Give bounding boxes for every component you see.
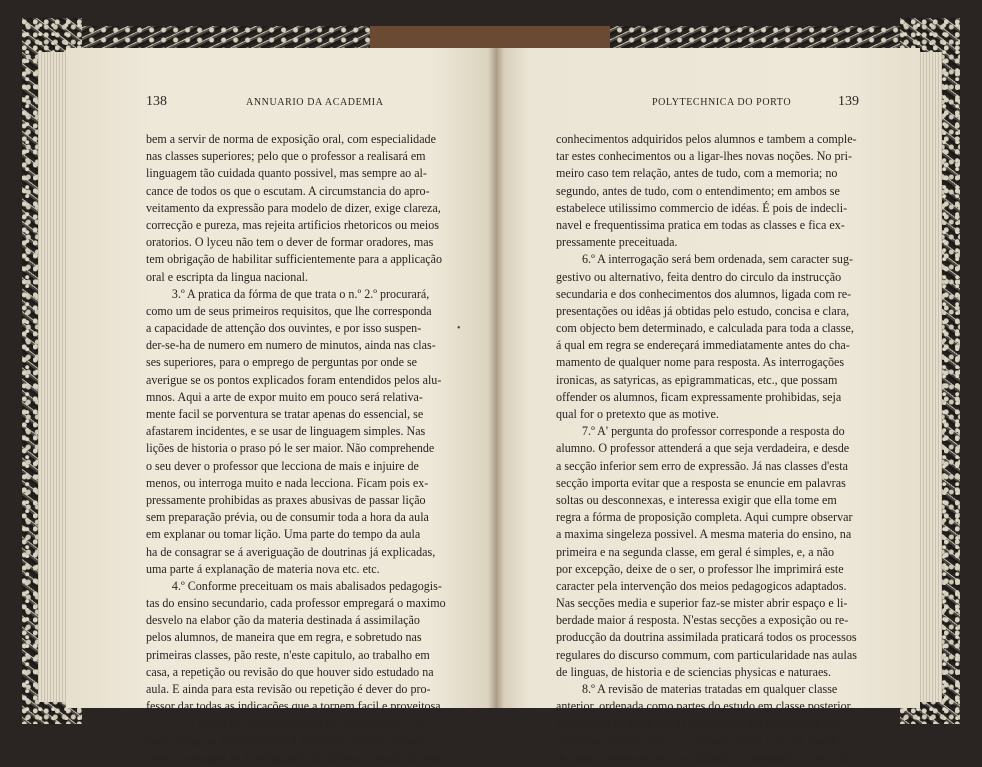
text-line: secção importa evitar que a resposta se enuncie em palavras <box>556 475 846 490</box>
text-line: ha de consagrar se á averiguação de doutrinas já explicadas, <box>146 544 436 559</box>
text-line: tas do ensino secundario, cada professor empregará o maximo <box>146 596 446 611</box>
right-page-body <box>556 131 857 767</box>
text-line: pressamente prohibidas as praxes abusivas de passar lição <box>146 492 426 507</box>
text-line: conhecimentos adquiridos pelos alumnos e tambem a comple- <box>556 132 857 146</box>
text-line: primeira e na segunda classe, em geral é simples, e, a não <box>556 544 835 559</box>
text-line: tar estes conhecimentos ou a ligar-lhes novas noções. No pri- <box>556 149 852 164</box>
text-line: nas classes superiores; pelo que o professor a realisará em <box>146 149 426 164</box>
text-line: de linguas, de historia e de sciencias physicas e naturaes. <box>556 664 832 679</box>
text-line: oral e escripta da lingua nacional. <box>146 269 309 284</box>
text-line: aula. E ainda para esta revisão ou repetição é dever do pro- <box>146 682 431 696</box>
text-line: 8.º A revisão de materias tratadas em qualquer classe <box>582 682 838 696</box>
text-line: ses superiores, para o emprego de perguntas por onde se <box>146 355 417 370</box>
right-page-number: 139 <box>838 94 859 109</box>
text-line: posta dirige-se de preferencia á actividade mental reprodu- <box>146 733 430 748</box>
text-line: pressamente preceituada. <box>556 235 678 250</box>
text-line: navel e frequentissima pratica em todas as classes e fica ex- <box>556 217 845 232</box>
text-line: soltas ou desconnexas, e interessa exigir que ella tome em <box>556 492 837 507</box>
text-line: linguagem tão cuidada quanto possivel, mas sempre ao al- <box>146 166 427 181</box>
text-line: ironicas, as satyricas, as epigrammaticas, etc., que possam <box>556 372 838 387</box>
text-line: pelos alumnos, de maneira que em regra, e sobretudo nas <box>146 630 422 645</box>
text-line: o seu dever o professor que lecciona de mais e injuire de <box>146 458 419 473</box>
text-line: correcção e pureza, mas rejeita artificios rhetoricos ou meios <box>146 217 439 232</box>
text-line: secundaria e dos conhecimentos dos alumnos, ligada com re- <box>556 286 852 301</box>
text-line: mente facil se porventura se tratar apenas do essencial, se <box>146 407 424 421</box>
text-line: regulares do discurso commum, com particularidade nas aulas <box>556 647 857 662</box>
text-line: aproveitará os laços que as inscripções dos respectivos pro- <box>556 716 844 731</box>
text-line: grammas tenham entre si, e sempre evitará que esta fórma <box>556 733 837 748</box>
text-line: primeiras classes, pão reste, n'este capitulo, ao trabalho em <box>146 647 430 662</box>
text-line: bem a servir de norma de exposição oral, com especialidade <box>146 132 436 146</box>
right-running-header: POLYTECHNICA DO PORTO <box>652 97 792 108</box>
book-gutter <box>488 48 504 708</box>
text-line: oratorios. O lyceu não tem o dever de formar oradores, mas <box>146 235 434 250</box>
text-line: a maxima singeleza possivel. A mesma materia do ensino, na <box>556 527 852 542</box>
text-line: afastarem incidentes, e se usar de linguagem simples. Nas <box>146 424 426 439</box>
text-line: berdade maior á resposta. N'estas secções a exposição ou re- <box>556 613 849 628</box>
left-page-number: 138 <box>146 94 167 109</box>
text-line: uma parte á explanação de materia nova etc. etc. <box>146 561 380 576</box>
text-line: mnos. Aqui a arte de expor muito em pouco será relativa- <box>146 389 423 404</box>
text-line: como um de seus primeiros requisitos, que lhe corresponda <box>146 303 432 318</box>
text-line: em explanar ou tomar lição. Uma parte do tempo da aula <box>146 527 421 542</box>
book-spine <box>370 26 610 50</box>
text-line: a secção inferior sem erro de expressão. Já nas classes d'esta <box>556 458 848 473</box>
text-line: veitamento da expressão para modelo de dizer, exige clareza, <box>146 200 441 215</box>
text-line: presentações ou idêas já obtidas pelo estudo, concisa e clara, <box>556 303 850 318</box>
text-line: averigue se os pontos explicados foram entendidos pelos alu- <box>146 372 442 387</box>
text-line: a capacidade de attenção dos ouvintes, e por isso suspen- <box>146 321 422 336</box>
text-line: ctiva, e consagra se á averiguação da firmeza e exactidão dos <box>146 750 441 765</box>
text-line: sem preparação prévia, ou de consumir toda a hora da aula <box>146 510 429 525</box>
text-line: gestivo ou alternativo, feita dentro do circulo da instrucção <box>556 269 842 284</box>
text-line: com objecto bem determinado, e calculada para toda a classe, <box>556 321 854 336</box>
text-line: Nas secções media e superior faz-se mister abrir espaço e li- <box>556 596 848 611</box>
left-running-header: ANNUARIO DA ACADEMIA <box>246 97 384 108</box>
text-line: á qual em regra se endereçará immediatamente antes do cha- <box>556 338 850 353</box>
text-line: 6.º A interrogação será bem ordenada, sem caracter sug- <box>582 252 854 267</box>
left-page-body <box>146 131 447 767</box>
text-line: meiro caso tem relação, antes de tudo, com a memoria; no <box>556 166 838 181</box>
text-line: desvelo na elabor ção da materia destinada á assimilação <box>146 613 420 628</box>
text-line: lições de historia o praso pó le ser maior. Não comprehende <box>146 441 435 456</box>
text-line: segundo, antes de tudo, com o entendimento; em ambos se <box>556 183 840 198</box>
text-line: offender os alumnos, ficam expressamente prohibidas, seja <box>556 389 842 404</box>
text-line: 3.º A pratica da fórma de que trata o n.º 2.º procurará, <box>171 286 430 301</box>
text-line: cance de todos os que o escutam. A circumstancia do apro- <box>146 183 430 198</box>
text-line: tem obrigação de habilitar sufficientemente para a applicação <box>146 252 443 267</box>
text-line: estabelece utilissimo commercio de idéas. É pois de indecli- <box>556 200 848 215</box>
text-line: menos, ou interroga muito e nada lecciona. Ficam pois ex- <box>146 475 429 490</box>
text-line: mamento de qualquer nome para resposta. As interrogações <box>556 355 845 370</box>
text-line: producção da doutrina assimilada praticará todos os processos <box>556 630 857 645</box>
text-line: caracter pela intervenção dos meios pedagogicos adaptados. <box>556 578 847 593</box>
ink-dot: • <box>457 323 461 334</box>
text-line: por excepção, deixe de o ser, o professor lhe imprimirá este <box>556 561 844 576</box>
text-line: 7.º A' pergunta do professor corresponde a resposta do <box>582 424 845 439</box>
text-line: anterior, ordenada como partes do estudo em classe posterior, <box>556 699 854 714</box>
text-line: 4.º Conforme preceituam os mais abalisados pedagogis- <box>171 578 442 593</box>
text-line: fessor dar todas as indicações que a tornem facil e proveitosa. <box>146 699 444 714</box>
text-line: alumno. O professor attenderá a que seja verdadeira, e desde <box>556 441 850 456</box>
text-line: 5.º A fórma de ensino por meio de interrogação e res- <box>171 716 430 731</box>
text-line: qual for o pretexto que as motive. <box>556 407 719 421</box>
text-line: casa, a repetição ou revisão do que houver sido estudado na <box>146 664 434 679</box>
text-line: der-se-ha de numero em numero de minutos, ainda nas clas- <box>146 338 436 353</box>
text-line: de ensino degenere em puro trabalho de memoria. Concluido <box>556 750 852 765</box>
text-line: regra a fórma de proposição completa. Aqui cumpre observar <box>556 510 853 525</box>
